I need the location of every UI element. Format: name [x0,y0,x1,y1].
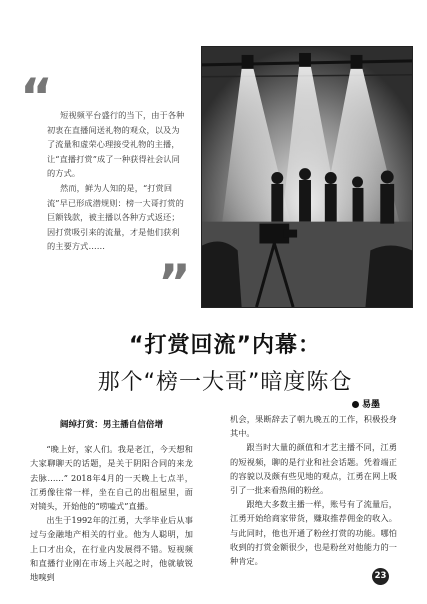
body-paragraph: 跟绝大多数主播一样，账号有了流量后，江勇开始给商家带货，赚取推荐佣金的收入。与此同时，他也开通了粉丝打赏的功能。哪怕收到的打赏金额很少，也是粉丝对他能力的一种肯定。 [230,499,397,567]
studio-illustration [201,46,413,308]
intro-paragraph-2: 然而，鲜为人知的是，“打赏回流”早已形成潜规则：榜一大哥打赏的巨额钱款，被主播以各种方式返还；因打赏吸引来的流量，才是他们获利的主要方式…… [47,182,184,252]
title-line-1: “打赏回流”内幕： [129,333,321,358]
intro-block [47,108,185,254]
page-number: 23 [372,568,389,585]
author-name: 易墨 [362,400,381,410]
section-subhead: 阔绰打赏：男主播自信倍增 [59,420,164,430]
body-paragraph-continued: 机会，果断辞去了朝九晚五的工作，积极投身其中。 [230,414,397,439]
body-column-right [230,412,397,568]
bullet-icon [352,401,359,408]
close-quote-mark: ” [158,254,191,312]
body-paragraph: “晚上好，家人们。我是老江，今天想和大家聊聊天的话题，是关于阴阳合同的来龙去脉……” 2018年4月的一天晚上七点半，江勇像往常一样，坐在自己的出租屋里，面对镜头，开始他的“唠嗑式”直播。 [30,444,193,512]
open-quote-mark: “ [20,68,53,126]
intro-paragraph-1: 短视频平台盛行的当下，由于各种初衷在直播间送礼物的观众，以及为了流量和虚荣心理接受礼物的主播，让“直播打赏”成了一种获得社会认同的方式。 [47,110,185,179]
title-line-2: 那个“榜一大哥”暗度陈仓 [97,370,353,395]
body-paragraph: 跟当时大量的颜值和才艺主播不同，江勇的短视频，聊的是行业和社会话题。凭着端正的容貌以及颇有些见地的观点，江勇在网上吸引了一批来看热闹的粉丝。 [230,442,397,496]
studio-scene-image [202,47,412,307]
author-byline [352,397,380,410]
body-column-left [30,418,193,584]
article-title [40,328,410,396]
body-paragraph: 出生于1992年的江勇，大学毕业后从事过与金融地产相关的行业。他为人聪明，加上口才出众，在行业内发展得不错。短视频和直播行业刚在市场上兴起之时，他就敏锐地嗅到 [30,515,193,583]
